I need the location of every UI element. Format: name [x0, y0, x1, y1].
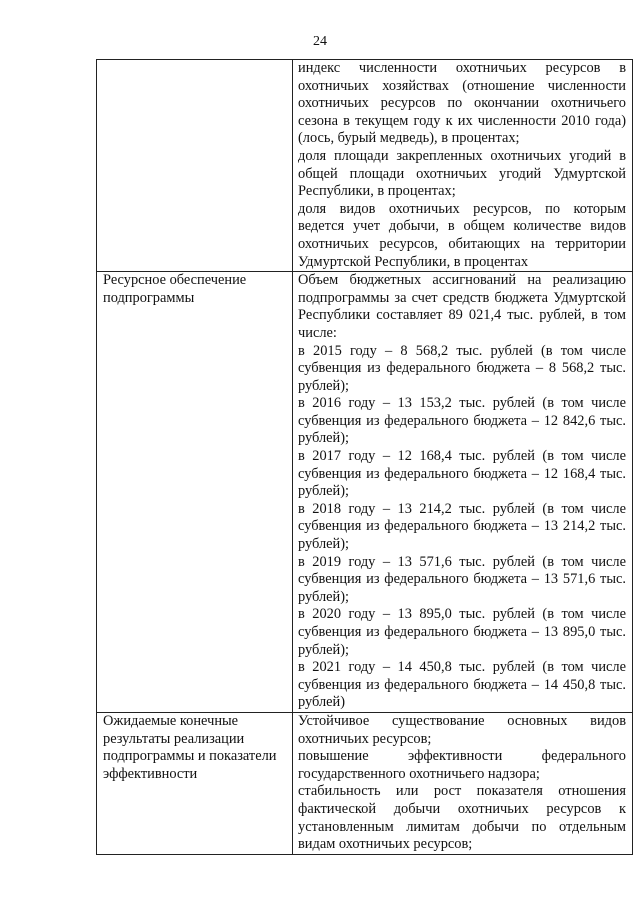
funding-year: в 2015 году – 8 568,2 тыс. рублей (в том числе субвенция из федерального бюджета – 8 568,2 тыс. рублей);	[298, 342, 626, 394]
indicator-paragraph: индекс численности охотничьих ресурсов в охотничьих хозяйствах (отношение численности охотничьих ресурсов по окончании охотничьего сезона в текущем году к их численности 2010 года) (лось, бурый медведь), в процентах;	[298, 60, 626, 147]
label-cell	[97, 712, 293, 854]
indicator-paragraph: доля видов охотничьих ресурсов, по которым ведется учет добычи, в общем количестве видов охотничьих ресурсов, обитающих на территории Удмуртской Республики, в процентах	[298, 200, 626, 270]
value-cell	[293, 272, 633, 713]
subprogram-passport-table	[96, 59, 633, 855]
table-row-indicators	[97, 60, 633, 272]
row-label: Ресурсное обеспечение подпрограммы	[103, 272, 247, 306]
table-row-results	[97, 712, 633, 854]
funding-year: в 2016 году – 13 153,2 тыс. рублей (в том числе субвенция из федерального бюджета – 12 842,6 тыс. рублей);	[298, 395, 626, 447]
table-row-resource	[97, 272, 633, 713]
label-cell	[97, 60, 293, 272]
result-paragraph: Устойчивое существование основных видов охотничьих ресурсов;	[298, 712, 626, 747]
row-label: Ожидаемые конечные результаты реализации подпрограммы и показатели эффективности	[103, 712, 277, 782]
page-number: 24	[313, 34, 327, 49]
result-paragraph: стабильность или рост показателя отношения фактической добычи охотничьих ресурсов к установленным лимитам добычи по отдельным видам охотничьих ресурсов;	[298, 783, 626, 853]
funding-year: в 2019 году – 13 571,6 тыс. рублей (в том числе субвенция из федерального бюджета – 13 571,6 тыс. рублей);	[298, 553, 626, 605]
value-cell	[293, 712, 633, 854]
funding-intro: Объем бюджетных ассигнований на реализацию подпрограммы за счет средств бюджета Удмуртской Республики составляет 89 021,4 тыс. рублей, в том числе:	[298, 272, 626, 341]
funding-year: в 2020 году – 13 895,0 тыс. рублей (в том числе субвенция из федерального бюджета – 13 895,0 тыс. рублей);	[298, 606, 626, 658]
funding-year: в 2021 году – 14 450,8 тыс. рублей (в том числе субвенция из федерального бюджета – 14 450,8 тыс. рублей)	[298, 659, 626, 711]
label-cell	[97, 272, 293, 713]
funding-year: в 2017 году – 12 168,4 тыс. рублей (в том числе субвенция из федерального бюджета – 12 168,4 тыс. рублей);	[298, 448, 626, 500]
indicator-paragraph: доля площади закрепленных охотничьих угодий в общей площади охотничьих угодий Удмуртской Республики, в процентах;	[298, 147, 626, 200]
result-paragraph: повышение эффективности федерального государственного охотничьего надзора;	[298, 748, 626, 782]
value-cell	[293, 60, 633, 272]
funding-year: в 2018 году – 13 214,2 тыс. рублей (в том числе субвенция из федерального бюджета – 13 214,2 тыс. рублей);	[298, 500, 626, 553]
